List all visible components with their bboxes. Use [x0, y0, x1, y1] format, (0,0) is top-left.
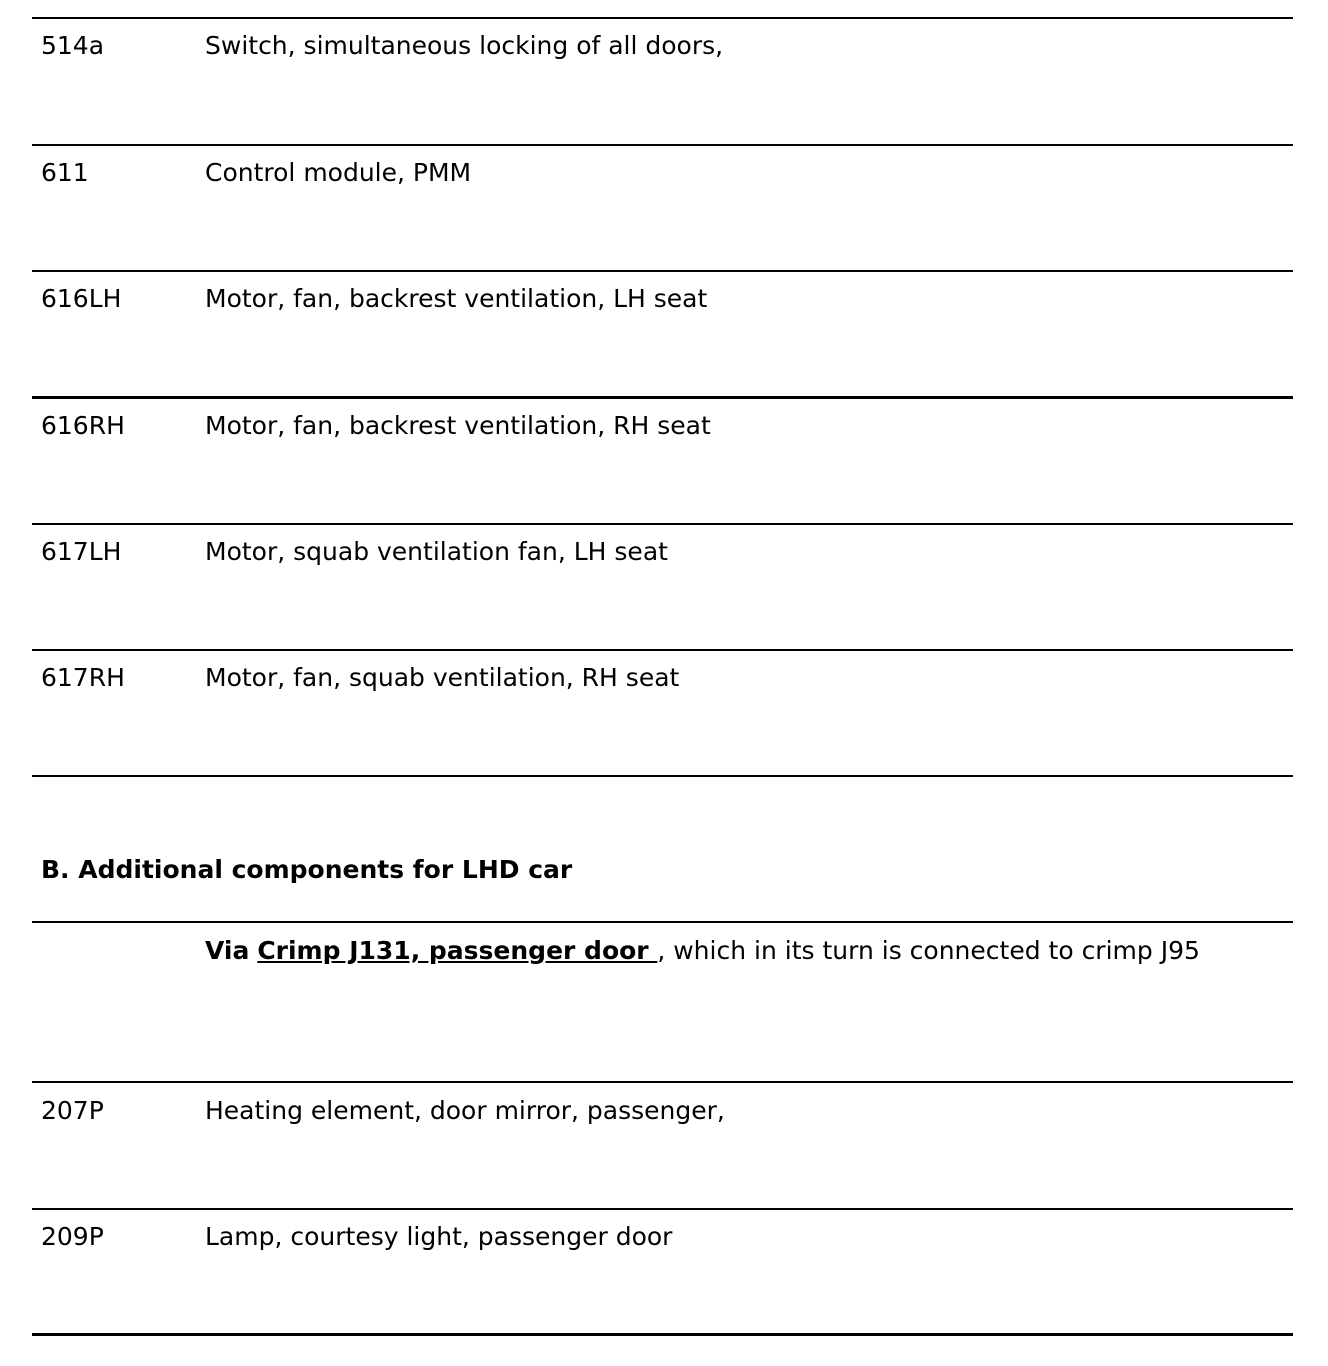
component-code: 514a — [41, 31, 105, 60]
component-description: Motor, fan, backrest ventilation, LH seat — [205, 284, 708, 313]
component-description: Motor, squab ventilation fan, LH seat — [205, 537, 668, 566]
component-code: 209P — [41, 1222, 104, 1251]
component-code: 617RH — [41, 663, 125, 692]
via-label: Via — [205, 936, 250, 965]
component-code: 617LH — [41, 537, 122, 566]
component-description: Switch, simultaneous locking of all doors, — [205, 31, 724, 60]
component-code: 616RH — [41, 411, 125, 440]
component-code: 611 — [41, 158, 89, 187]
table-rule — [32, 1208, 1293, 1210]
component-code: 207P — [41, 1096, 104, 1125]
crimp-j131-link[interactable]: Crimp J131, passenger door — [257, 936, 658, 965]
via-description — [205, 934, 1280, 967]
table-rule — [32, 1081, 1293, 1083]
table-rule — [32, 17, 1293, 19]
table-rule — [32, 144, 1293, 146]
component-description: Heating element, door mirror, passenger, — [205, 1096, 725, 1125]
table-rule — [32, 270, 1293, 272]
table-rule — [32, 523, 1293, 525]
component-code: 616LH — [41, 284, 122, 313]
table-rule — [32, 921, 1293, 923]
table-rule — [32, 396, 1293, 399]
component-description: Control module, PMM — [205, 158, 472, 187]
table-rule — [32, 649, 1293, 651]
section-heading: B. Additional components for LHD car — [41, 855, 573, 884]
via-rest-text: , which in its turn is connected to crimp J95 — [657, 936, 1200, 965]
component-description: Motor, fan, backrest ventilation, RH seat — [205, 411, 711, 440]
table-rule — [32, 1333, 1293, 1336]
table-rule — [32, 775, 1293, 777]
component-description: Lamp, courtesy light, passenger door — [205, 1222, 673, 1251]
component-description: Motor, fan, squab ventilation, RH seat — [205, 663, 680, 692]
